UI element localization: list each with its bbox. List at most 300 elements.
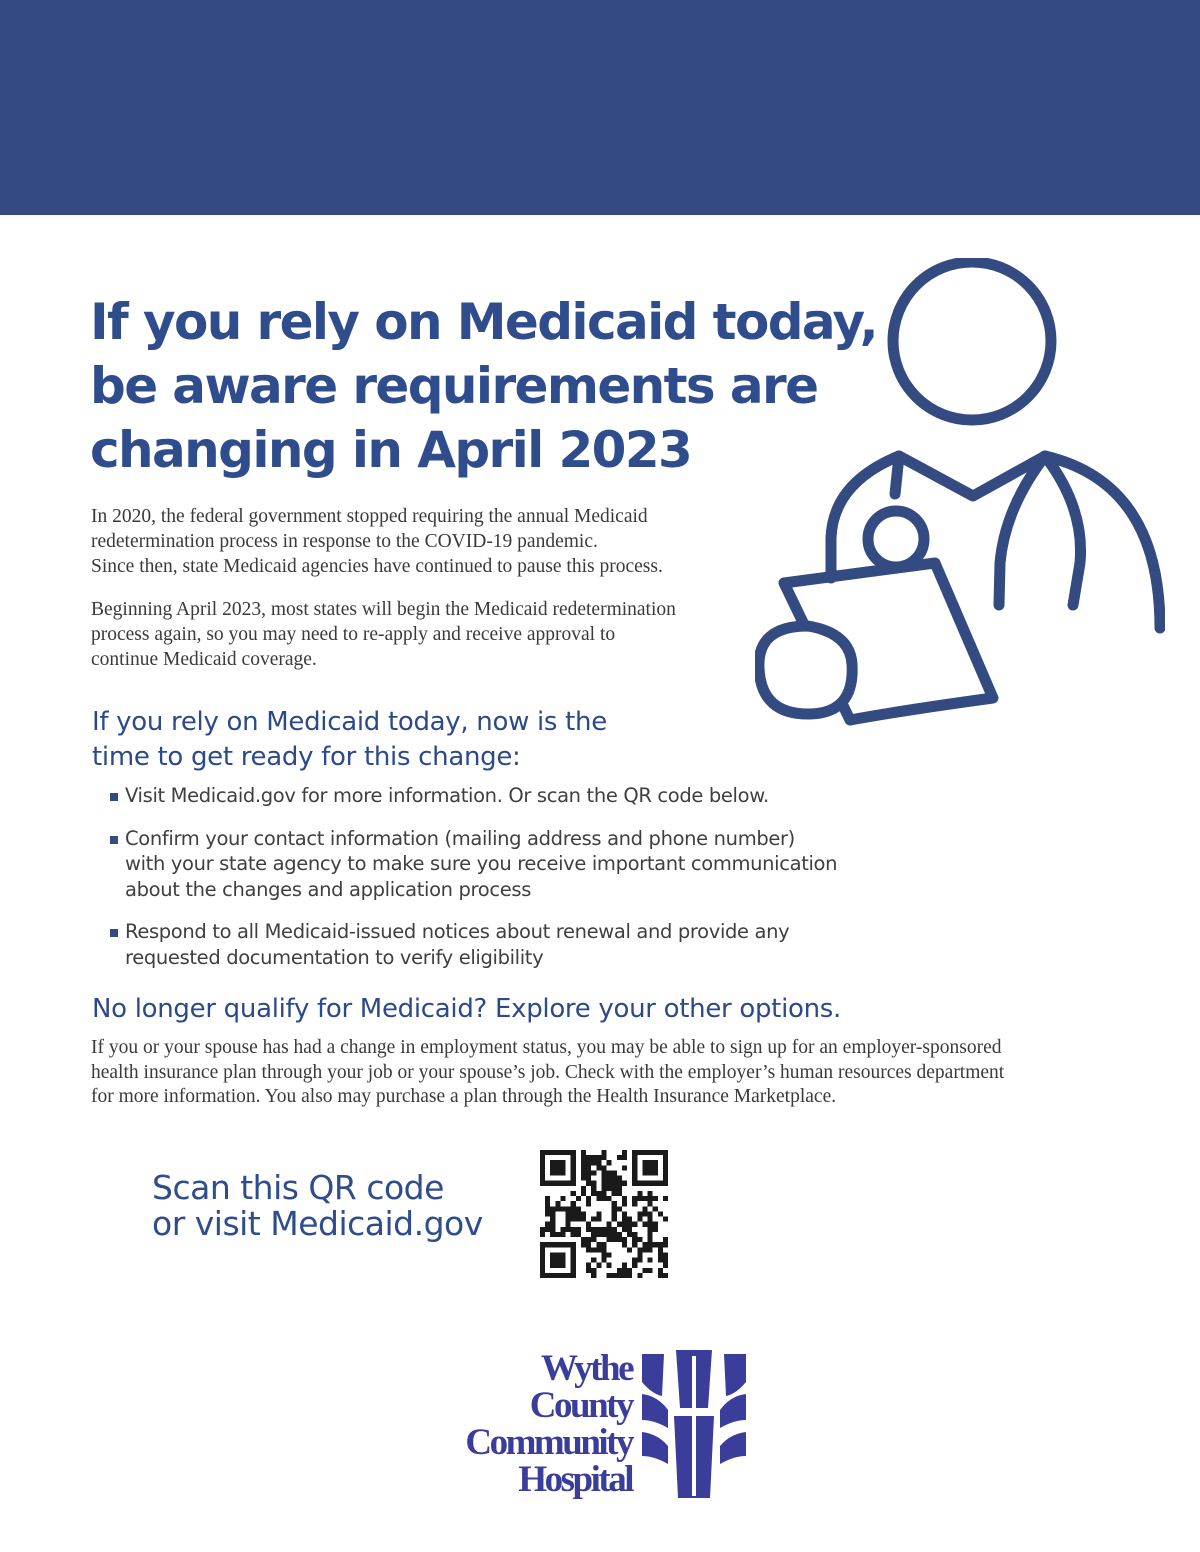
qr-module bbox=[663, 1176, 668, 1181]
qr-module bbox=[642, 1211, 647, 1216]
qr-module bbox=[601, 1176, 606, 1181]
qr-module bbox=[601, 1242, 606, 1247]
qr-module bbox=[617, 1181, 622, 1186]
qr-module bbox=[560, 1170, 565, 1175]
qr-module bbox=[566, 1217, 571, 1222]
qr-module bbox=[642, 1181, 647, 1186]
qr-module bbox=[663, 1217, 668, 1222]
qr-module bbox=[576, 1196, 581, 1201]
qr-module bbox=[571, 1201, 576, 1206]
qr-module bbox=[571, 1268, 576, 1273]
qr-module bbox=[653, 1242, 658, 1247]
list-item bbox=[108, 826, 888, 903]
qr-module bbox=[601, 1252, 606, 1257]
bullet-line: requested documentation to verify eligibility bbox=[125, 945, 544, 969]
qr-module bbox=[607, 1273, 612, 1278]
qr-module bbox=[601, 1155, 606, 1160]
qr-module bbox=[648, 1150, 653, 1155]
qr-module bbox=[653, 1170, 658, 1175]
qr-module bbox=[581, 1160, 586, 1165]
qr-module bbox=[612, 1170, 617, 1175]
logo-line: Community bbox=[465, 1422, 632, 1463]
qr-module bbox=[560, 1232, 565, 1237]
qr-module bbox=[581, 1242, 586, 1247]
qr-module bbox=[581, 1237, 586, 1242]
qr-module bbox=[596, 1247, 601, 1252]
heading-line: If you rely on Medicaid today, now is the bbox=[92, 707, 607, 737]
qr-module bbox=[663, 1155, 668, 1160]
qr-module bbox=[545, 1181, 550, 1186]
qr-module bbox=[648, 1242, 653, 1247]
qr-module bbox=[540, 1232, 545, 1237]
qr-module bbox=[591, 1232, 596, 1237]
qr-module bbox=[607, 1252, 612, 1257]
qr-module bbox=[601, 1227, 606, 1232]
qr-module bbox=[591, 1273, 596, 1278]
qr-module bbox=[627, 1222, 632, 1227]
qr-module bbox=[540, 1258, 545, 1263]
qr-module bbox=[617, 1176, 622, 1181]
qr-module bbox=[663, 1160, 668, 1165]
qr-module bbox=[653, 1196, 658, 1201]
qr-module bbox=[571, 1242, 576, 1247]
qr-module bbox=[612, 1211, 617, 1216]
qr-module bbox=[612, 1217, 617, 1222]
qr-module bbox=[560, 1206, 565, 1211]
qr-module bbox=[591, 1258, 596, 1263]
qr-module bbox=[550, 1181, 555, 1186]
qr-module bbox=[540, 1268, 545, 1273]
qr-module bbox=[627, 1247, 632, 1252]
qr-module bbox=[550, 1252, 555, 1257]
qr-module bbox=[663, 1242, 668, 1247]
qr-module bbox=[601, 1186, 606, 1191]
qr-module bbox=[586, 1263, 591, 1268]
qr-module bbox=[648, 1232, 653, 1237]
qr-module bbox=[586, 1227, 591, 1232]
qr-module bbox=[576, 1217, 581, 1222]
qr-module bbox=[658, 1242, 663, 1247]
qr-module bbox=[627, 1227, 632, 1232]
qr-module bbox=[622, 1227, 627, 1232]
qr-module bbox=[550, 1165, 555, 1170]
qr-module bbox=[622, 1201, 627, 1206]
qr-module bbox=[555, 1201, 560, 1206]
headline-line: changing in April 2023 bbox=[90, 421, 692, 479]
qr-module bbox=[586, 1196, 591, 1201]
qr-module bbox=[632, 1237, 637, 1242]
qr-module bbox=[612, 1232, 617, 1237]
qr-module bbox=[581, 1211, 586, 1216]
qr-module bbox=[637, 1191, 642, 1196]
qr-module bbox=[632, 1242, 637, 1247]
qr-module bbox=[545, 1273, 550, 1278]
qr-module bbox=[601, 1150, 606, 1155]
qr-module bbox=[550, 1170, 555, 1175]
qr-module bbox=[607, 1222, 612, 1227]
qr-module bbox=[637, 1217, 642, 1222]
qr-module bbox=[607, 1160, 612, 1165]
qr-module bbox=[540, 1160, 545, 1165]
qr-module bbox=[571, 1263, 576, 1268]
qr-module bbox=[545, 1211, 550, 1216]
qr-module bbox=[642, 1170, 647, 1175]
qr-module bbox=[596, 1217, 601, 1222]
qr-module bbox=[586, 1201, 591, 1206]
qr-module bbox=[581, 1170, 586, 1175]
qr-module bbox=[555, 1242, 560, 1247]
qr-module bbox=[607, 1196, 612, 1201]
qr-module bbox=[555, 1206, 560, 1211]
qr-module bbox=[663, 1263, 668, 1268]
qr-module bbox=[540, 1155, 545, 1160]
qr-module bbox=[591, 1191, 596, 1196]
qr-module bbox=[607, 1186, 612, 1191]
qr-module bbox=[642, 1206, 647, 1211]
qr-module bbox=[581, 1155, 586, 1160]
qr-module bbox=[632, 1201, 637, 1206]
qr-module bbox=[632, 1196, 637, 1201]
qr-module bbox=[591, 1217, 596, 1222]
qr-module bbox=[555, 1160, 560, 1165]
qr-module bbox=[540, 1176, 545, 1181]
qr-module bbox=[601, 1191, 606, 1196]
qr-module bbox=[622, 1237, 627, 1242]
qr-module bbox=[581, 1165, 586, 1170]
qr-module bbox=[653, 1227, 658, 1232]
qr-module bbox=[540, 1273, 545, 1278]
qr-module bbox=[632, 1160, 637, 1165]
qr-module bbox=[571, 1232, 576, 1237]
qr-module bbox=[637, 1247, 642, 1252]
qr-module bbox=[612, 1206, 617, 1211]
qr-module bbox=[642, 1150, 647, 1155]
qr-module bbox=[560, 1160, 565, 1165]
get-ready-heading bbox=[92, 705, 607, 775]
qr-module bbox=[622, 1217, 627, 1222]
qr-module bbox=[571, 1206, 576, 1211]
qr-module bbox=[622, 1268, 627, 1273]
qr-module bbox=[617, 1222, 622, 1227]
qr-module bbox=[632, 1263, 637, 1268]
qr-module bbox=[566, 1222, 571, 1227]
action-list bbox=[108, 783, 888, 987]
qr-module bbox=[545, 1150, 550, 1155]
qr-module bbox=[658, 1181, 663, 1186]
list-item bbox=[108, 919, 888, 970]
qr-module bbox=[550, 1263, 555, 1268]
qr-code[interactable] bbox=[540, 1150, 668, 1278]
qr-module bbox=[642, 1160, 647, 1165]
qr-module bbox=[566, 1150, 571, 1155]
intro-line: process again, so you may need to re-apply and receive approval to bbox=[91, 624, 616, 645]
qr-module bbox=[540, 1227, 545, 1232]
qr-module bbox=[571, 1273, 576, 1278]
qr-module bbox=[627, 1217, 632, 1222]
qr-module bbox=[571, 1165, 576, 1170]
qr-module bbox=[596, 1160, 601, 1165]
qr-module bbox=[632, 1222, 637, 1227]
qr-module bbox=[632, 1170, 637, 1175]
qr-module bbox=[653, 1165, 658, 1170]
qr-module bbox=[560, 1196, 565, 1201]
intro-line: In 2020, the federal government stopped requiring the annual Medicaid bbox=[91, 506, 648, 527]
qr-module bbox=[571, 1155, 576, 1160]
qr-module bbox=[586, 1247, 591, 1252]
qr-module bbox=[637, 1252, 642, 1257]
qr-module bbox=[607, 1263, 612, 1268]
logo-line: Hospital bbox=[518, 1459, 632, 1500]
qr-module bbox=[596, 1196, 601, 1201]
intro-line: redetermination process in response to the COVID-19 pandemic. bbox=[91, 531, 598, 552]
qr-module bbox=[632, 1155, 637, 1160]
qr-module bbox=[612, 1176, 617, 1181]
logo-line: Wythe bbox=[541, 1348, 632, 1389]
qr-module bbox=[663, 1170, 668, 1175]
qr-module bbox=[601, 1196, 606, 1201]
qr-module bbox=[663, 1252, 668, 1257]
qr-module bbox=[550, 1222, 555, 1227]
list-item bbox=[108, 783, 888, 809]
qr-module bbox=[571, 1181, 576, 1186]
qr-module bbox=[658, 1273, 663, 1278]
qr-module bbox=[653, 1150, 658, 1155]
qr-module bbox=[571, 1211, 576, 1216]
qr-module bbox=[566, 1273, 571, 1278]
qr-module bbox=[607, 1237, 612, 1242]
qr-module bbox=[560, 1165, 565, 1170]
qr-module bbox=[586, 1160, 591, 1165]
qr-module bbox=[648, 1160, 653, 1165]
qr-module bbox=[555, 1263, 560, 1268]
intro-line: Since then, state Medicaid agencies have continued to pause this process. bbox=[91, 556, 663, 577]
qr-module bbox=[571, 1227, 576, 1232]
qr-module bbox=[555, 1165, 560, 1170]
qr-module bbox=[545, 1196, 550, 1201]
qr-module bbox=[566, 1206, 571, 1211]
hospital-leaf-logo-icon bbox=[640, 1348, 748, 1500]
qr-module bbox=[663, 1237, 668, 1242]
qr-module bbox=[545, 1227, 550, 1232]
qr-module bbox=[653, 1160, 658, 1165]
intro-line: Beginning April 2023, most states will begin the Medicaid redetermination bbox=[91, 599, 676, 620]
qr-prompt bbox=[152, 1170, 483, 1242]
headline-line: If you rely on Medicaid today, bbox=[90, 293, 878, 351]
qr-module bbox=[596, 1227, 601, 1232]
qr-module bbox=[632, 1181, 637, 1186]
square-bullet-icon bbox=[110, 793, 118, 801]
qr-module bbox=[648, 1222, 653, 1227]
qr-module bbox=[617, 1232, 622, 1237]
qr-prompt-line: Scan this QR code bbox=[152, 1168, 444, 1207]
qr-module bbox=[648, 1170, 653, 1175]
qr-module bbox=[607, 1227, 612, 1232]
qr-module bbox=[550, 1273, 555, 1278]
qr-module bbox=[576, 1206, 581, 1211]
qr-module bbox=[632, 1150, 637, 1155]
qr-module bbox=[545, 1222, 550, 1227]
qr-module bbox=[581, 1150, 586, 1155]
qr-module bbox=[648, 1258, 653, 1263]
qr-module bbox=[571, 1247, 576, 1252]
qr-module bbox=[648, 1268, 653, 1273]
qr-module bbox=[550, 1227, 555, 1232]
qr-module bbox=[617, 1268, 622, 1273]
qr-module bbox=[581, 1176, 586, 1181]
qr-module bbox=[612, 1186, 617, 1191]
qr-module bbox=[627, 1232, 632, 1237]
qr-module bbox=[576, 1227, 581, 1232]
qr-module bbox=[637, 1237, 642, 1242]
qr-module bbox=[596, 1211, 601, 1216]
qr-module bbox=[545, 1206, 550, 1211]
qr-module bbox=[622, 1150, 627, 1155]
qr-module bbox=[586, 1176, 591, 1181]
qr-module bbox=[571, 1160, 576, 1165]
qr-module bbox=[560, 1252, 565, 1257]
qr-module bbox=[637, 1150, 642, 1155]
qr-module bbox=[607, 1181, 612, 1186]
qr-module bbox=[591, 1268, 596, 1273]
qr-module bbox=[653, 1181, 658, 1186]
qr-module bbox=[601, 1247, 606, 1252]
qr-module bbox=[648, 1201, 653, 1206]
qr-module bbox=[586, 1155, 591, 1160]
qr-module bbox=[632, 1165, 637, 1170]
options-line: health insurance plan through your job or your spouse’s job. Check with the employer’s human resources department bbox=[91, 1061, 1005, 1083]
qr-module bbox=[648, 1181, 653, 1186]
qr-module bbox=[571, 1217, 576, 1222]
heading-line: No longer qualify for Medicaid? Explore your other options. bbox=[92, 994, 841, 1024]
qr-module bbox=[617, 1191, 622, 1196]
intro-line: continue Medicaid coverage. bbox=[91, 649, 317, 670]
qr-module bbox=[540, 1165, 545, 1170]
qr-module bbox=[555, 1273, 560, 1278]
qr-module bbox=[632, 1232, 637, 1237]
other-options-heading bbox=[92, 992, 841, 1027]
qr-module bbox=[663, 1196, 668, 1201]
qr-module bbox=[617, 1237, 622, 1242]
qr-module bbox=[622, 1242, 627, 1247]
qr-module bbox=[596, 1165, 601, 1170]
qr-module bbox=[658, 1211, 663, 1216]
qr-module bbox=[637, 1181, 642, 1186]
qr-module bbox=[576, 1232, 581, 1237]
qr-module bbox=[622, 1155, 627, 1160]
qr-module bbox=[566, 1211, 571, 1216]
qr-module bbox=[663, 1258, 668, 1263]
qr-module bbox=[663, 1181, 668, 1186]
bullet-line: about the changes and application process bbox=[125, 877, 532, 901]
other-options-paragraph bbox=[91, 1036, 1004, 1110]
qr-module bbox=[658, 1268, 663, 1273]
doctor-with-stethoscope-and-clipboard-icon bbox=[755, 258, 1165, 728]
qr-module bbox=[555, 1232, 560, 1237]
qr-module bbox=[540, 1252, 545, 1257]
qr-module bbox=[591, 1155, 596, 1160]
qr-module bbox=[571, 1150, 576, 1155]
qr-module bbox=[648, 1247, 653, 1252]
top-banner bbox=[0, 0, 1200, 215]
qr-module bbox=[560, 1227, 565, 1232]
qr-module bbox=[550, 1211, 555, 1216]
qr-module bbox=[658, 1247, 663, 1252]
qr-module bbox=[632, 1176, 637, 1181]
qr-module bbox=[591, 1237, 596, 1242]
qr-module bbox=[550, 1258, 555, 1263]
qr-module bbox=[622, 1273, 627, 1278]
qr-module bbox=[617, 1155, 622, 1160]
qr-module bbox=[627, 1268, 632, 1273]
qr-module bbox=[555, 1181, 560, 1186]
qr-module bbox=[591, 1247, 596, 1252]
qr-module bbox=[612, 1227, 617, 1232]
qr-module bbox=[555, 1258, 560, 1263]
qr-module bbox=[617, 1273, 622, 1278]
qr-module bbox=[560, 1258, 565, 1263]
qr-module bbox=[648, 1211, 653, 1216]
qr-module bbox=[663, 1165, 668, 1170]
qr-module bbox=[612, 1201, 617, 1206]
qr-module bbox=[622, 1222, 627, 1227]
qr-module bbox=[540, 1247, 545, 1252]
qr-module bbox=[596, 1191, 601, 1196]
qr-module bbox=[622, 1263, 627, 1268]
qr-module bbox=[596, 1232, 601, 1237]
qr-module bbox=[586, 1237, 591, 1242]
qr-module bbox=[648, 1191, 653, 1196]
qr-module bbox=[545, 1242, 550, 1247]
qr-module bbox=[571, 1258, 576, 1263]
qr-module bbox=[540, 1242, 545, 1247]
qr-prompt-line: or visit Medicaid.gov bbox=[152, 1204, 483, 1243]
qr-module bbox=[550, 1150, 555, 1155]
heading-line: time to get ready for this change: bbox=[92, 742, 521, 772]
qr-module bbox=[581, 1191, 586, 1196]
qr-module bbox=[637, 1258, 642, 1263]
qr-module bbox=[571, 1170, 576, 1175]
qr-module bbox=[560, 1150, 565, 1155]
qr-module bbox=[637, 1273, 642, 1278]
qr-module bbox=[586, 1268, 591, 1273]
qr-module bbox=[663, 1150, 668, 1155]
bullet-line: Visit Medicaid.gov for more information. Or scan the QR code below. bbox=[125, 784, 769, 807]
qr-module bbox=[596, 1263, 601, 1268]
qr-module bbox=[540, 1181, 545, 1186]
qr-module bbox=[591, 1181, 596, 1186]
qr-module bbox=[545, 1201, 550, 1206]
qr-module bbox=[642, 1242, 647, 1247]
qr-module bbox=[601, 1181, 606, 1186]
qr-module bbox=[581, 1217, 586, 1222]
square-bullet-icon bbox=[110, 929, 118, 937]
qr-module bbox=[591, 1160, 596, 1165]
qr-module bbox=[622, 1181, 627, 1186]
qr-module bbox=[576, 1211, 581, 1216]
qr-module bbox=[642, 1268, 647, 1273]
qr-module bbox=[653, 1222, 658, 1227]
qr-module bbox=[586, 1242, 591, 1247]
qr-module bbox=[632, 1258, 637, 1263]
qr-module bbox=[550, 1160, 555, 1165]
qr-module bbox=[637, 1196, 642, 1201]
qr-module bbox=[648, 1217, 653, 1222]
intro-paragraph bbox=[91, 597, 751, 672]
intro-paragraph bbox=[91, 504, 751, 579]
qr-module bbox=[550, 1217, 555, 1222]
qr-module bbox=[601, 1258, 606, 1263]
options-line: for more information. You also may purchase a plan through the Health Insurance Marketplace. bbox=[91, 1086, 837, 1107]
